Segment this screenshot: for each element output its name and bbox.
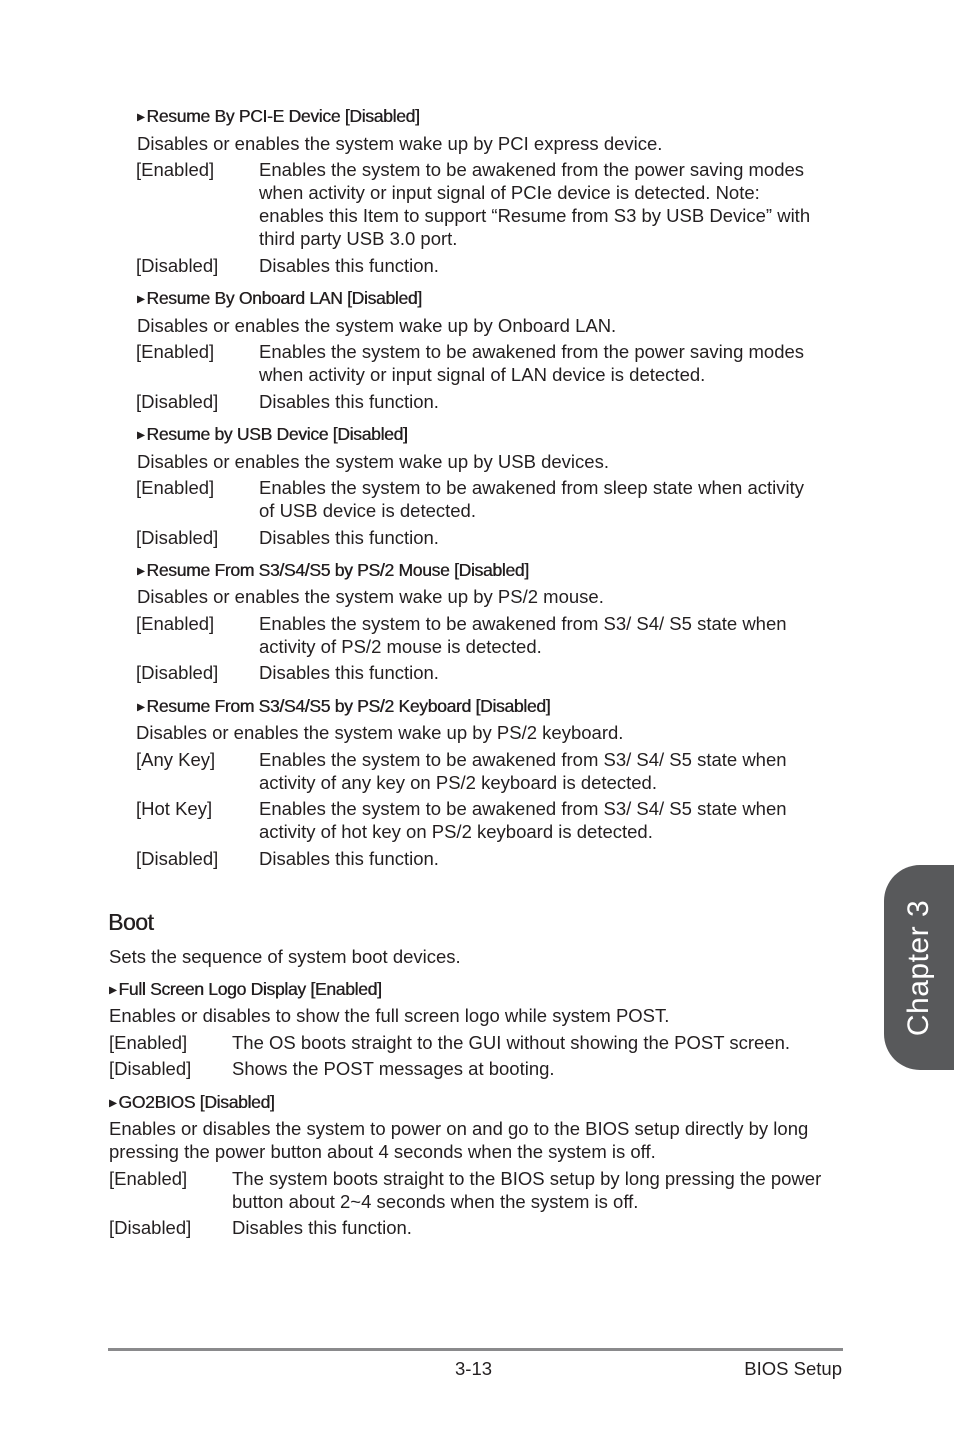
description-line: activity of hot key on PS/2 keyboard is detected.	[259, 821, 653, 842]
option-description: The OS boots straight to the GUI without showing the POST screen.	[232, 1032, 791, 1053]
section-intro: Disables or enables the system wake up by PS/2 keyboard.	[136, 722, 624, 743]
boot-section-title: Boot	[108, 909, 154, 935]
description-line: Enables the system to be awakened from sleep state when activity	[259, 477, 805, 498]
option-label: [Disabled]	[136, 848, 219, 869]
description-line: Enables the system to be awakened from S3/ S4/ S5 state when	[259, 613, 787, 634]
description-line: Enables the system to be awakened from the power saving modes	[259, 159, 805, 180]
description-line: enables this Item to support “Resume from S3 by USB Device” with	[259, 205, 811, 226]
description-line: of USB device is detected.	[259, 500, 476, 521]
option-description	[232, 1167, 821, 1213]
triangle-bullet-icon: ▶	[109, 985, 117, 996]
footer-divider	[108, 1348, 843, 1351]
description-line: when activity or input signal of LAN device is detected.	[259, 364, 706, 385]
section-heading	[137, 696, 550, 717]
option-label: [Disabled]	[136, 391, 219, 412]
description-line: Enables the system to be awakened from S3/ S4/ S5 state when	[259, 798, 787, 819]
chapter-tab-label: Chapter 3	[902, 899, 935, 1037]
section-heading	[137, 288, 422, 309]
section-intro: Disables or enables the system wake up by PCI express device.	[137, 133, 663, 154]
description-line: button about 2~4 seconds when the system is off.	[232, 1191, 639, 1212]
option-label: [Disabled]	[109, 1217, 192, 1238]
option-label: [Disabled]	[136, 255, 219, 276]
option-label: [Disabled]	[109, 1058, 192, 1079]
intro-line: Enables or disables the system to power on and go to the BIOS setup directly by long	[109, 1118, 809, 1139]
option-description: Disables this function.	[259, 391, 439, 412]
section-intro: Disables or enables the system wake up by PS/2 mouse.	[137, 586, 604, 607]
option-description	[259, 612, 787, 658]
option-label: [Any Key]	[136, 749, 216, 770]
description-line: The system boots straight to the BIOS setup by long pressing the power	[232, 1168, 822, 1189]
description-line: activity of any key on PS/2 keyboard is detected.	[259, 772, 657, 793]
option-label: [Enabled]	[136, 613, 215, 634]
option-label: [Enabled]	[136, 159, 215, 180]
option-description	[259, 158, 810, 250]
option-label: [Disabled]	[136, 662, 219, 683]
option-label: [Enabled]	[136, 477, 215, 498]
option-description: Disables this function.	[259, 662, 439, 683]
option-description: Disables this function.	[259, 527, 439, 548]
option-description: Shows the POST messages at booting.	[232, 1058, 555, 1079]
option-description	[259, 340, 804, 386]
heading-text: Resume From S3/S4/S5 by PS/2 Mouse [Disabled]	[146, 560, 529, 580]
description-line: Enables the system to be awakened from S3/ S4/ S5 state when	[259, 749, 787, 770]
triangle-bullet-icon: ▶	[137, 294, 145, 305]
description-line: when activity or input signal of PCIe device is detected. Note:	[259, 182, 760, 203]
heading-text: Resume By PCI-E Device [Disabled]	[146, 106, 420, 126]
triangle-bullet-icon: ▶	[137, 430, 145, 441]
boot-intro: Sets the sequence of system boot devices.	[109, 946, 461, 967]
page-number: 3-13	[455, 1358, 493, 1379]
section-intro: Disables or enables the system wake up by Onboard LAN.	[137, 315, 617, 336]
triangle-bullet-icon: ▶	[109, 1098, 117, 1109]
description-line: Enables the system to be awakened from the power saving modes	[259, 341, 805, 362]
option-label: [Enabled]	[136, 341, 215, 362]
heading-text: GO2BIOS [Disabled]	[118, 1092, 275, 1112]
footer-title: BIOS Setup	[744, 1358, 842, 1379]
section-heading	[137, 106, 420, 127]
option-description	[259, 748, 787, 794]
option-description: Disables this function.	[259, 255, 439, 276]
triangle-bullet-icon: ▶	[137, 566, 145, 577]
option-description: Disables this function.	[259, 848, 439, 869]
section-intro	[109, 1117, 808, 1163]
intro-line: pressing the power button about 4 seconds when the system is off.	[109, 1141, 656, 1162]
option-description: Disables this function.	[232, 1217, 412, 1238]
option-label: [Hot Key]	[136, 798, 213, 819]
section-intro: Enables or disables to show the full screen logo while system POST.	[109, 1005, 670, 1026]
option-label: [Enabled]	[109, 1032, 188, 1053]
section-heading	[109, 979, 382, 1000]
triangle-bullet-icon: ▶	[137, 702, 145, 713]
section-heading	[137, 424, 407, 445]
triangle-bullet-icon: ▶	[137, 112, 145, 123]
option-description	[259, 797, 787, 843]
option-label: [Enabled]	[109, 1168, 188, 1189]
heading-text: Resume From S3/S4/S5 by PS/2 Keyboard [Disabled]	[146, 696, 551, 716]
description-line: activity of PS/2 mouse is detected.	[259, 636, 542, 657]
section-intro: Disables or enables the system wake up by USB devices.	[137, 451, 609, 472]
option-label: [Disabled]	[136, 527, 219, 548]
heading-text: Resume by USB Device [Disabled]	[146, 424, 408, 444]
description-line: third party USB 3.0 port.	[259, 228, 458, 249]
heading-text: Resume By Onboard LAN [Disabled]	[146, 288, 422, 308]
section-heading	[109, 1092, 274, 1113]
heading-text: Full Screen Logo Display [Enabled]	[118, 979, 382, 999]
section-heading	[137, 560, 529, 581]
option-description	[259, 476, 804, 522]
